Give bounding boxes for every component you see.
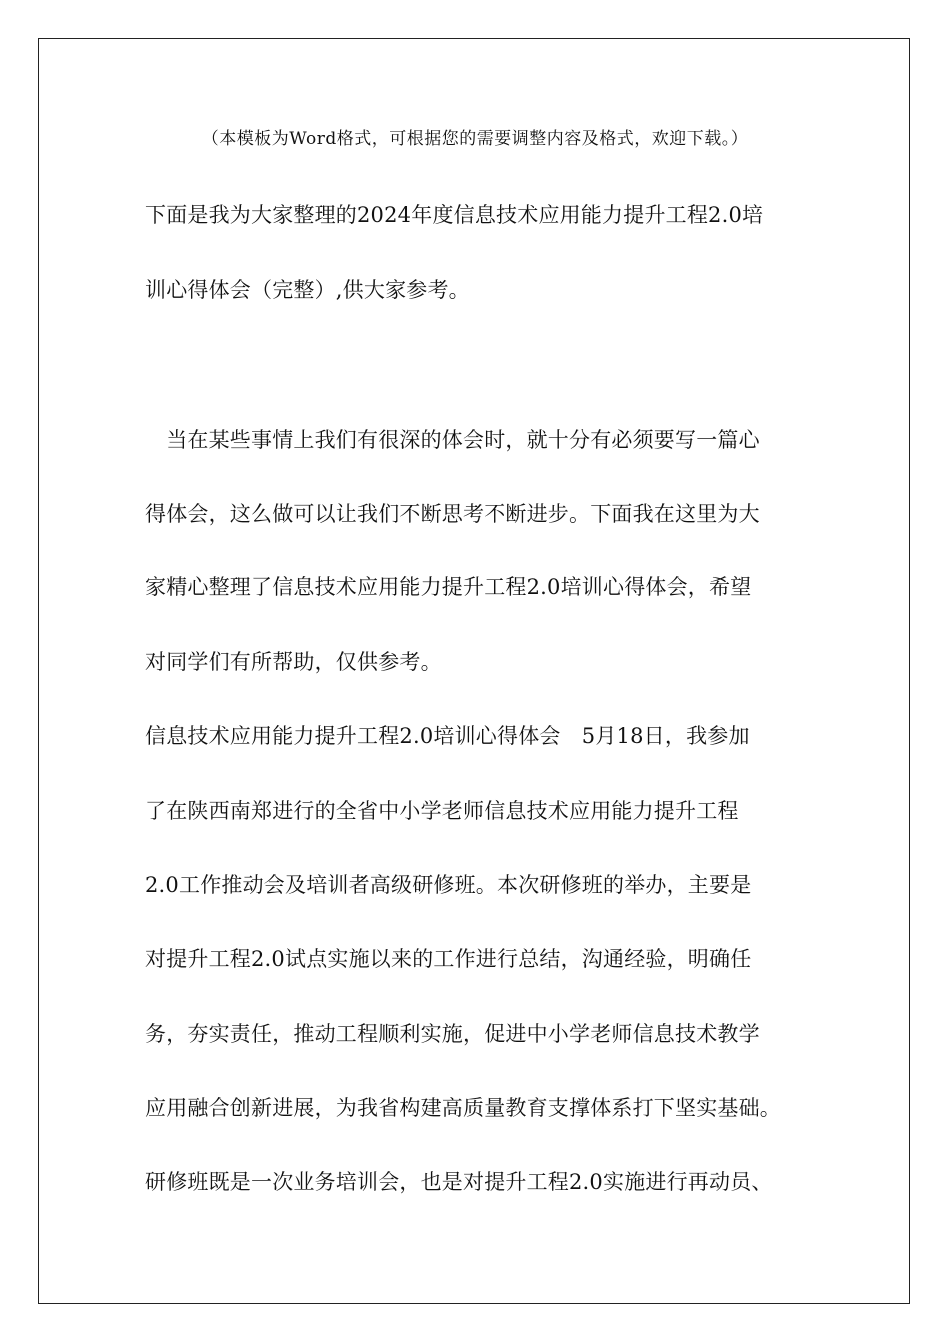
- paragraph-2-line-1: 信息技术应用能力提升工程2.0培训心得体会 5月18日，我参加: [145, 724, 750, 748]
- template-note: （本模板为Word格式，可根据您的需要调整内容及格式，欢迎下载。）: [201, 129, 749, 149]
- intro-line-2: 训心得体会（完整）,供大家参考。: [145, 278, 470, 302]
- paragraph-1-line-1: 当在某些事情上我们有很深的体会时，就十分有必须要写一篇心: [145, 428, 760, 452]
- paragraph-2-line-5: 务，夯实责任，推动工程顺利实施，促进中小学老师信息技术教学: [145, 1022, 760, 1046]
- paragraph-2-line-2: 了在陕西南郑进行的全省中小学老师信息技术应用能力提升工程: [145, 799, 739, 823]
- paragraph-1-line-2: 得体会，这么做可以让我们不断思考不断进步。下面我在这里为大: [145, 502, 760, 526]
- paragraph-1-line-3: 家精心整理了信息技术应用能力提升工程2.0培训心得体会，希望: [145, 575, 752, 599]
- paragraph-2-line-7: 研修班既是一次业务培训会，也是对提升工程2.0实施进行再动员、: [145, 1170, 773, 1194]
- paragraph-2-line-6: 应用融合创新进展，为我省构建高质量教育支撑体系打下坚实基础。: [145, 1096, 781, 1120]
- paragraph-2-line-4: 对提升工程2.0试点实施以来的工作进行总结，沟通经验，明确任: [145, 947, 752, 971]
- paragraph-2-line-3: 2.0工作推动会及培训者高级研修班。本次研修班的举办，主要是: [145, 873, 752, 897]
- paragraph-1-line-4: 对同学们有所帮助，仅供参考。: [145, 650, 442, 674]
- intro-line-1: 下面是我为大家整理的2024年度信息技术应用能力提升工程2.0培: [145, 203, 764, 227]
